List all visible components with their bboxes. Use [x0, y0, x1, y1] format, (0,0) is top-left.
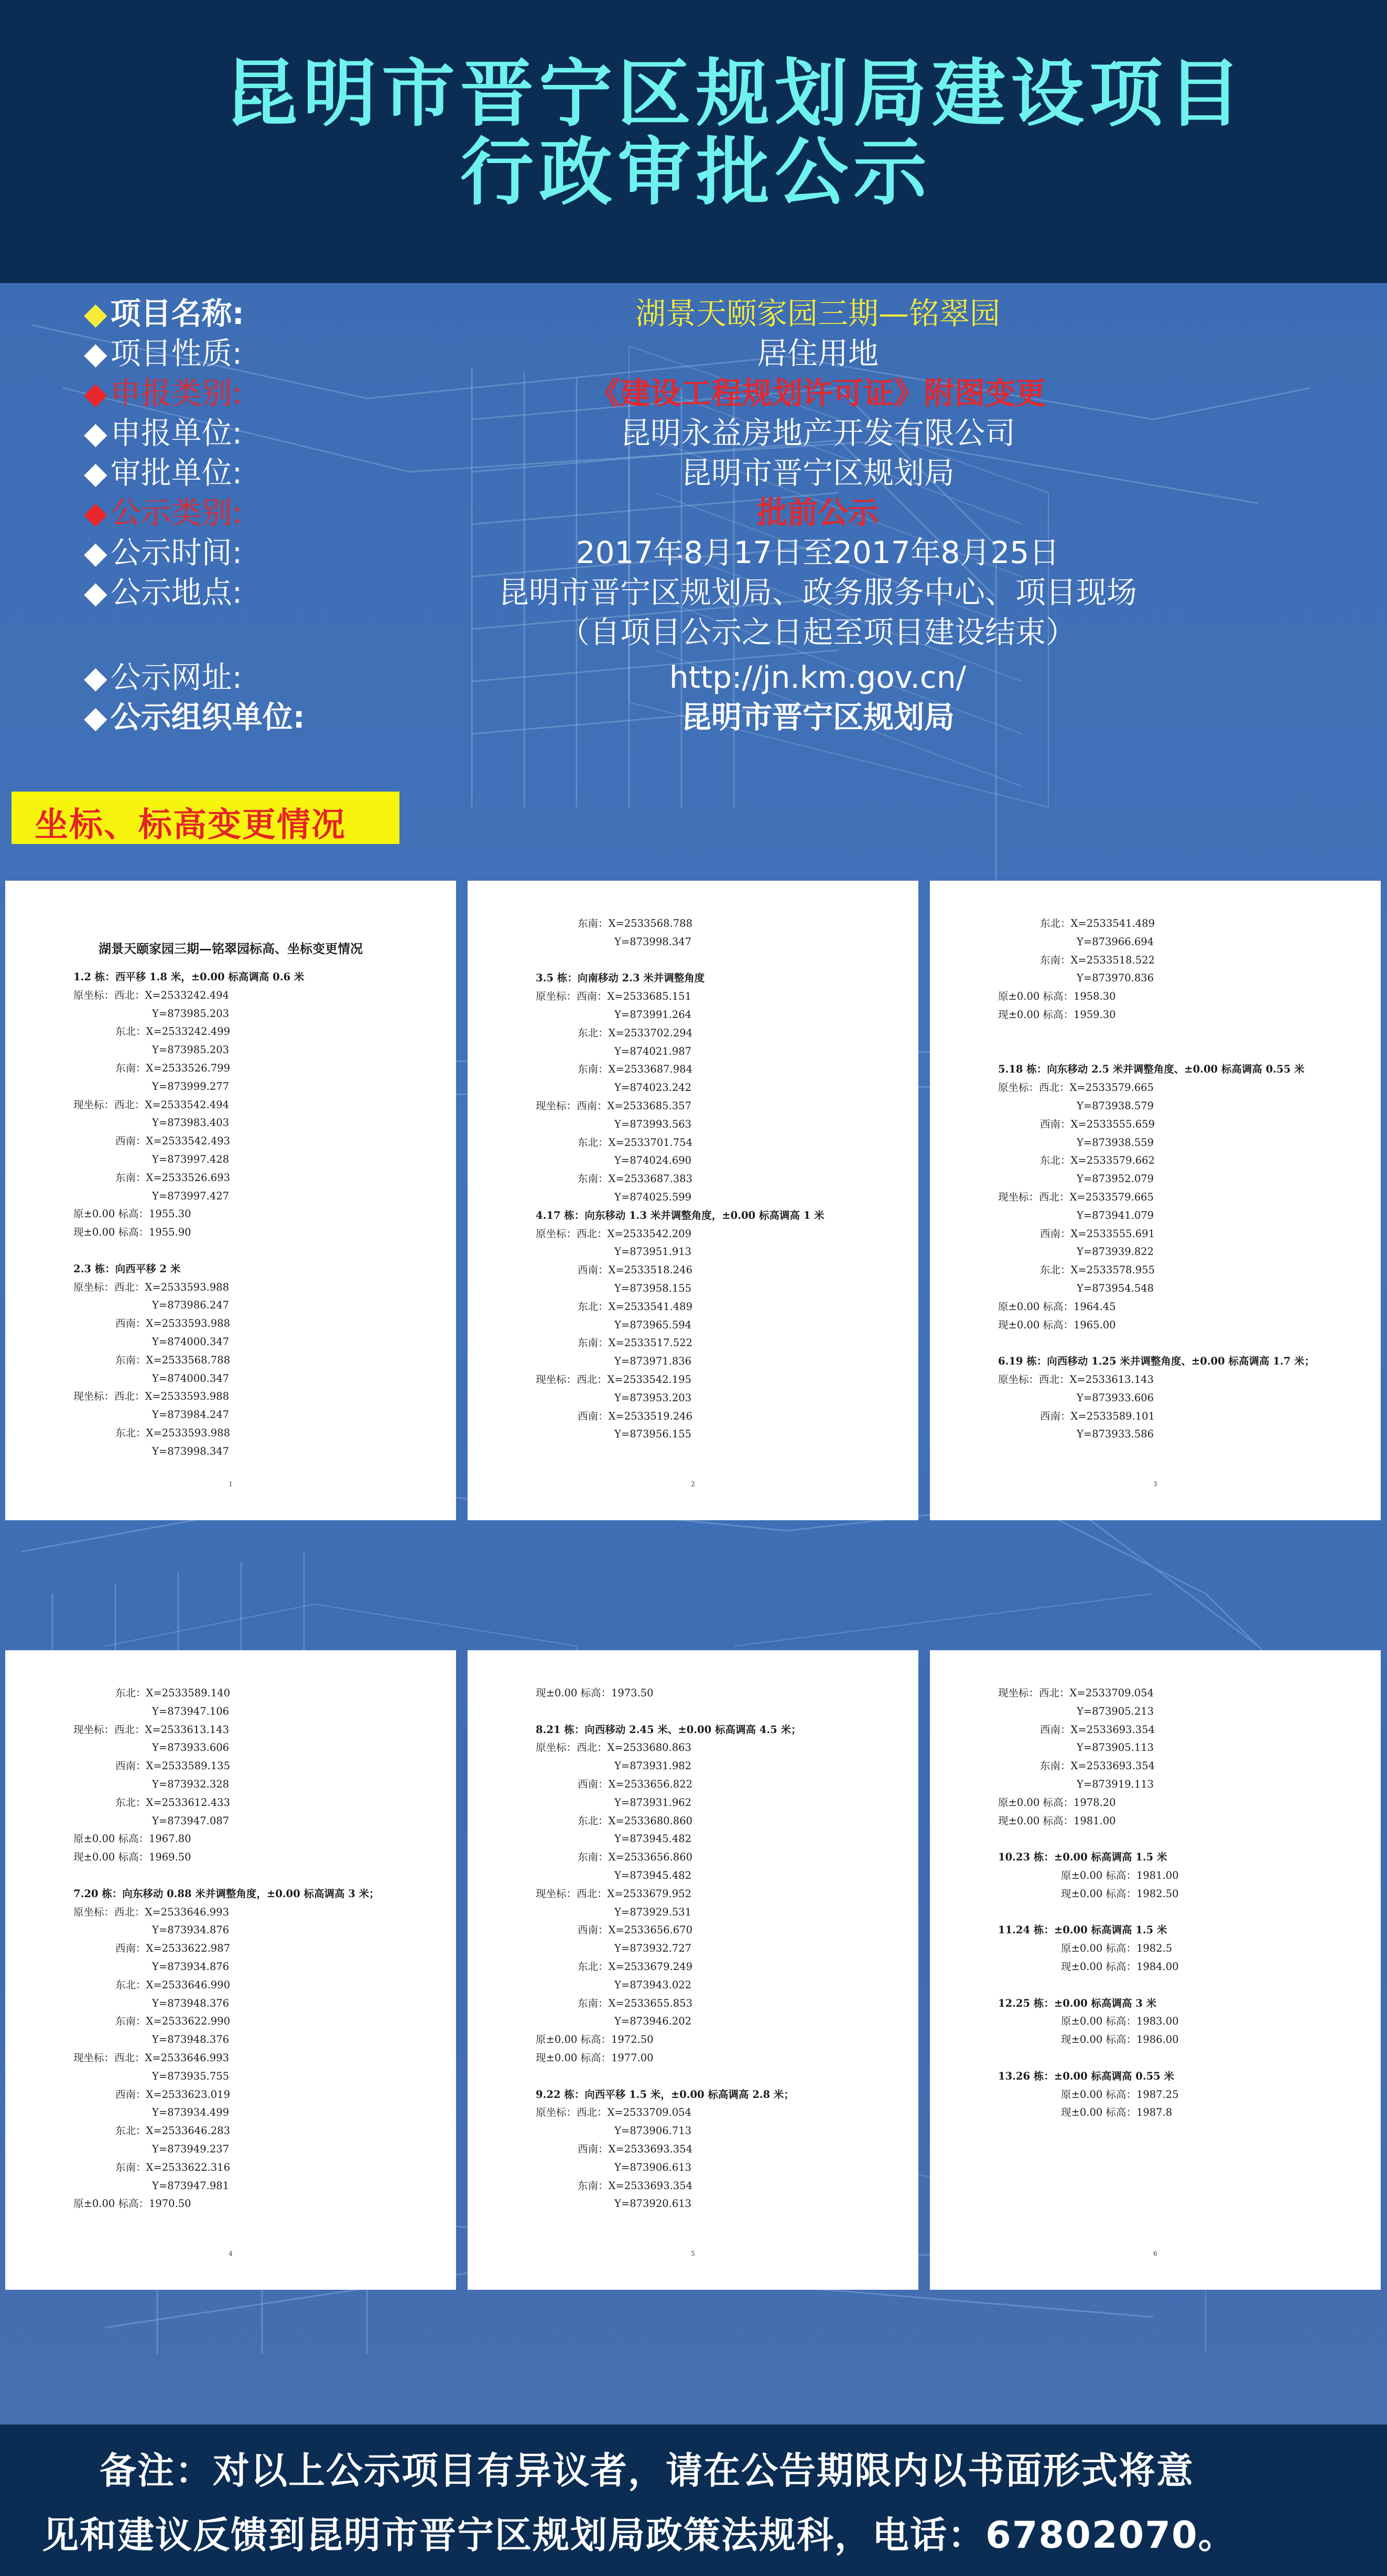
coordinate-line: Y=874021.987	[614, 1045, 692, 1057]
coordinate-line: 现坐标：西北：X=2533679.952	[536, 1887, 691, 1900]
info-label	[84, 573, 242, 611]
coordinate-line: 东北：X=2533701.754	[578, 1136, 692, 1149]
coordinate-line: 东南：X=2533568.788	[115, 1354, 230, 1366]
coordinate-line: Y=873935.755	[152, 2070, 230, 2082]
footer-note-line-1: 备注：对以上公示项目有异议者，请在公告期限内以书面形式将意	[100, 2449, 1194, 2492]
info-value: 昆明市晋宁区规划局	[680, 455, 955, 491]
coordinate-line: 现坐标：西北：X=2533593.988	[73, 1390, 229, 1403]
coordinate-line: 现坐标：西北：X=2533646.993	[73, 2052, 229, 2064]
coordinate-line: 原±0.00 标高：1958.30	[998, 990, 1116, 1003]
coordinate-line: Y=873948.376	[152, 2033, 230, 2046]
coordinate-line: Y=873953.203	[614, 1391, 692, 1404]
coordinate-line: 东北：X=2533578.955	[1040, 1264, 1155, 1276]
coordinate-line: 西南：X=2533589.135	[115, 1760, 230, 1772]
coordinate-line: 东南：X=2533518.522	[1040, 954, 1155, 966]
coordinate-line: 西南：X=2533593.988	[115, 1317, 230, 1330]
info-label-text: 公示类别:	[110, 495, 243, 531]
info-label-text: 公示地点:	[110, 575, 243, 610]
info-label	[84, 454, 242, 492]
coordinate-line: Y=873949.237	[152, 2143, 230, 2155]
coordinate-line: 东南：X=2533526.693	[115, 1171, 230, 1184]
coordinate-line: Y=873952.079	[1077, 1173, 1154, 1185]
coordinate-line: 东南：X=2533687.984	[578, 1063, 692, 1076]
info-value: 《建设工程规划许可证》附图变更	[589, 375, 1046, 411]
coordinate-line: 西南：X=2533693.354	[1040, 1723, 1155, 1736]
coordinate-line: Y=873933.586	[1077, 1428, 1154, 1441]
coordinate-line: Y=873941.079	[1077, 1209, 1154, 1221]
coordinate-line: Y=873946.202	[614, 2015, 692, 2028]
coordinate-line: Y=873906.613	[614, 2161, 692, 2173]
info-row	[84, 534, 1290, 571]
coordinate-line: 现坐标：西北：X=2533542.195	[536, 1373, 691, 1386]
coordinate-line: 西南：X=2533622.987	[115, 1942, 230, 1955]
building-heading: 2.3 栋：向西平移 2 米	[73, 1262, 181, 1275]
footer-note-line-2: 见和建议反馈到昆明市晋宁区规划局政策法规科，电话：67802070。	[42, 2514, 1236, 2557]
document-title: 湖景天颐家园三期—铭翠园标高、坐标变更情况	[99, 941, 363, 956]
diamond-bullet-icon: ◆	[84, 455, 107, 491]
coordinate-line: 东北：X=2533589.140	[115, 1687, 230, 1699]
coordinate-line: 东北：X=2533702.294	[578, 1026, 692, 1039]
info-value: 昆明永益房地产开发有限公司	[620, 415, 1015, 451]
coordinate-line: 东北：X=2533680.860	[578, 1814, 692, 1827]
coordinate-line: Y=873933.606	[1077, 1391, 1154, 1404]
diamond-bullet-icon: ◆	[84, 335, 107, 371]
coordinate-line: 现坐标：西北：X=2533613.143	[73, 1723, 229, 1736]
coordinate-line: 东北：X=2533646.990	[115, 1978, 230, 1991]
coordinate-line: 原坐标：西北：X=2533613.143	[998, 1373, 1154, 1386]
coordinate-line: Y=873998.347	[152, 1445, 230, 1457]
coordinate-line: Y=873993.563	[614, 1118, 692, 1130]
document-page	[930, 1650, 1381, 2290]
coordinate-line: 东南：X=2533568.788	[578, 917, 692, 929]
coordinate-line: 西南：X=2533656.670	[578, 1924, 692, 1936]
coordinate-line: Y=873999.277	[152, 1080, 230, 1092]
coordinate-line: Y=873932.727	[614, 1942, 692, 1955]
page-number: 5	[691, 2250, 695, 2257]
coordinate-line: Y=873997.428	[152, 1153, 230, 1165]
coordinate-line: Y=873939.822	[1077, 1246, 1154, 1258]
coordinate-line: 东北：X=2533242.499	[115, 1025, 230, 1038]
coordinate-line: 东南：X=2533622.316	[115, 2161, 230, 2173]
coordinate-line: Y=873997.427	[152, 1189, 230, 1202]
diamond-bullet-icon: ◆	[84, 699, 107, 735]
coordinate-line: 东北：X=2533679.249	[578, 1961, 692, 1973]
section-tag	[12, 792, 399, 844]
coordinate-line: Y=873943.022	[614, 1978, 692, 1991]
coordinate-line: Y=873905.213	[1077, 1705, 1154, 1717]
coordinate-line: 原坐标：西北：X=2533542.209	[536, 1227, 691, 1240]
coordinate-line: 原±0.00 标高：1964.45	[998, 1300, 1116, 1313]
coordinate-line: 西南：X=2533693.354	[578, 2143, 692, 2155]
info-label	[84, 534, 242, 571]
coordinate-line: 西南：X=2533555.659	[1040, 1118, 1155, 1130]
coordinate-line: Y=873947.106	[152, 1705, 230, 1717]
info-label-text: 项目性质:	[110, 335, 243, 371]
coordinate-line: 西南：X=2533542.493	[115, 1135, 230, 1148]
coordinate-line: Y=874023.242	[614, 1081, 692, 1094]
coordinate-line: Y=874000.347	[152, 1336, 230, 1348]
section-tag-label: 坐标、标高变更情况	[35, 806, 346, 845]
coordinate-line: 现坐标：西北：X=2533542.494	[73, 1098, 229, 1111]
coordinate-line: 原±0.00 标高：1987.25	[1061, 2088, 1179, 2101]
document-page	[930, 881, 1381, 1520]
coordinate-line: 西南：X=2533555.691	[1040, 1227, 1155, 1240]
info-label-text: 申报类别:	[110, 375, 243, 411]
coordinate-line: 原±0.00 标高：1983.00	[1061, 2015, 1179, 2028]
info-row	[84, 374, 1290, 412]
building-heading: 4.17 栋：向东移动 1.3 米并调整角度，±0.00 标高调高 1 米	[536, 1209, 825, 1221]
coordinate-line: 西南：X=2533589.101	[1040, 1410, 1155, 1422]
coordinate-line: 原坐标：西北：X=2533242.494	[73, 989, 229, 1001]
coordinate-line: 现±0.00 标高：1973.50	[536, 1687, 654, 1699]
coordinate-line: 东南：X=2533526.799	[115, 1062, 230, 1074]
coordinate-line: 西南：X=2533518.246	[578, 1264, 692, 1276]
info-label-text: 审批单位:	[110, 455, 243, 491]
coordinate-line: Y=873951.913	[614, 1246, 692, 1258]
info-value[interactable]: http://jn.km.gov.cn/	[669, 659, 967, 695]
diamond-bullet-icon: ◆	[84, 495, 107, 531]
coordinate-line: Y=873945.482	[614, 1869, 692, 1881]
document-page	[468, 1650, 918, 2290]
info-label-text: 公示网址:	[110, 659, 243, 695]
info-value: 居住用地	[756, 335, 879, 371]
coordinate-line: 东北：X=2533541.489	[1040, 917, 1155, 929]
coordinate-line: Y=873983.403	[152, 1117, 230, 1129]
coordinate-line: 东北：X=2533593.988	[115, 1427, 230, 1439]
building-heading: 7.20 栋：向东移动 0.88 米并调整角度，±0.00 标高调高 3 米；	[73, 1887, 380, 1900]
info-row	[84, 334, 1290, 372]
building-heading: 1.2 栋：西平移 1.8 米，±0.00 标高调高 0.6 米	[73, 971, 305, 983]
info-label	[84, 295, 244, 332]
info-row	[84, 494, 1290, 532]
coordinate-line: Y=873905.113	[1077, 1741, 1154, 1754]
coordinate-line: 东南：X=2533693.354	[1040, 1760, 1155, 1772]
building-heading: 11.24 栋：±0.00 标高调高 1.5 米	[998, 1924, 1167, 1936]
coordinate-line: Y=873998.347	[614, 935, 692, 948]
coordinate-line: Y=873965.594	[614, 1318, 692, 1331]
info-label	[84, 698, 305, 736]
page-number: 1	[229, 1480, 233, 1488]
coordinate-line: 西南：X=2533519.246	[578, 1410, 692, 1422]
coordinate-line: Y=873970.836	[1077, 972, 1154, 984]
coordinate-line: 东南：X=2533655.853	[578, 1997, 692, 2009]
page-title: 昆明市晋宁区规划局建设项目	[224, 51, 1247, 137]
page-number: 3	[1153, 1480, 1157, 1488]
coordinate-line: Y=873985.203	[152, 1044, 230, 1056]
coordinate-line: Y=873971.836	[614, 1355, 692, 1368]
info-label	[84, 494, 242, 532]
info-row	[84, 658, 1290, 696]
coordinate-line: Y=873931.982	[614, 1760, 692, 1772]
coordinate-line: 西南：X=2533623.019	[115, 2088, 230, 2101]
coordinate-line: 原±0.00 标高：1981.00	[1061, 1869, 1179, 1881]
coordinate-line: 东南：X=2533687.383	[578, 1173, 692, 1185]
coordinate-line: 原坐标：西北：X=2533593.988	[73, 1281, 229, 1293]
building-heading: 13.26 栋：±0.00 标高调高 0.55 米	[998, 2070, 1175, 2082]
coordinate-line: Y=873945.482	[614, 1833, 692, 1845]
coordinate-line: 现坐标：西北：X=2533579.665	[998, 1191, 1154, 1203]
info-row	[84, 295, 1290, 332]
coordinate-line: Y=874024.690	[614, 1154, 692, 1167]
building-heading: 10.23 栋：±0.00 标高调高 1.5 米	[998, 1851, 1167, 1864]
info-label	[84, 414, 242, 452]
coordinate-line: Y=873985.203	[152, 1007, 230, 1020]
coordinate-line: 原±0.00 标高：1955.30	[73, 1208, 191, 1220]
coordinate-line: 原±0.00 标高：1967.80	[73, 1833, 191, 1845]
coordinate-line: 东南：X=2533517.522	[578, 1337, 692, 1349]
info-label-text: 公示组织单位:	[110, 699, 305, 735]
coordinate-line: 东北：X=2533646.283	[115, 2125, 230, 2137]
info-row	[84, 414, 1290, 452]
coordinate-line: 东北：X=2533541.489	[578, 1300, 692, 1313]
coordinate-line: Y=873947.981	[152, 2179, 230, 2192]
coordinate-line: Y=874025.599	[614, 1191, 692, 1203]
coordinate-line: Y=873966.694	[1077, 935, 1154, 948]
coordinate-line: 现±0.00 标高：1959.30	[998, 1009, 1116, 1021]
coordinate-line: Y=873932.328	[152, 1778, 230, 1790]
coordinate-line: 东北：X=2533579.662	[1040, 1154, 1155, 1167]
info-value: 昆明市晋宁区规划局、政务服务中心、项目现场	[498, 575, 1137, 610]
diamond-bullet-icon: ◆	[84, 375, 107, 411]
coordinate-line: 东北：X=2533612.433	[115, 1796, 230, 1809]
diamond-bullet-icon: ◆	[84, 415, 107, 451]
coordinate-line: 原±0.00 标高：1978.20	[998, 1796, 1116, 1809]
coordinate-line: Y=873906.713	[614, 2125, 692, 2137]
coordinate-line: 东南：X=2533656.860	[578, 1851, 692, 1864]
coordinate-line: 原坐标：西北：X=2533680.863	[536, 1741, 691, 1754]
coordinate-line: Y=873991.264	[614, 1009, 692, 1021]
building-heading: 9.22 栋：向西平移 1.5 米，±0.00 标高调高 2.8 米；	[536, 2088, 794, 2101]
coordinate-line: Y=873934.499	[152, 2106, 230, 2119]
coordinate-line: 现±0.00 标高：1984.00	[1061, 1961, 1179, 1973]
info-value: 湖景天颐家园三期—铭翠园	[635, 296, 1000, 331]
coordinate-line: 现坐标：西南：X=2533685.357	[536, 1100, 691, 1112]
coordinate-line: 东南：X=2533693.354	[578, 2179, 692, 2192]
info-row	[84, 613, 1290, 651]
coordinate-line: 现±0.00 标高：1981.00	[998, 1814, 1116, 1827]
coordinate-line: 现±0.00 标高：1969.50	[73, 1851, 191, 1864]
coordinate-line: 西南：X=2533656.822	[578, 1778, 692, 1790]
coordinate-line: Y=873948.376	[152, 1997, 230, 2009]
info-value: 批前公示	[756, 495, 879, 531]
coordinate-line: 现坐标：西北：X=2533709.054	[998, 1687, 1154, 1699]
coordinate-line: Y=873984.247	[152, 1409, 230, 1421]
coordinate-line: Y=873958.155	[614, 1282, 692, 1294]
footer-note	[0, 2425, 1387, 2576]
coordinate-line: 原坐标：西北：X=2533709.054	[536, 2106, 691, 2119]
coordinate-line: Y=873938.559	[1077, 1136, 1154, 1149]
coordinate-line: 现±0.00 标高：1965.00	[998, 1318, 1116, 1331]
coordinate-line: Y=873920.613	[614, 2198, 692, 2210]
coordinate-line: 原坐标：西北：X=2533579.665	[998, 1081, 1154, 1094]
info-row	[84, 573, 1290, 611]
coordinate-line: 原坐标：西北：X=2533646.993	[73, 1906, 229, 1918]
page-number: 2	[691, 1480, 695, 1488]
building-heading: 3.5 栋：向南移动 2.3 米并调整角度	[536, 972, 705, 984]
coordinate-line: Y=873947.087	[152, 1814, 230, 1827]
building-heading: 8.21 栋：向西移动 2.45 米、±0.00 标高调高 4.5 米；	[536, 1723, 801, 1736]
building-heading: 6.19 栋：向西移动 1.25 米并调整角度、±0.00 标高调高 1.7 米；	[998, 1355, 1315, 1368]
coordinate-line: Y=873956.155	[614, 1428, 692, 1441]
info-label-text: 申报单位:	[110, 415, 243, 451]
info-label	[84, 658, 242, 696]
header-banner	[0, 0, 1387, 283]
info-value: （自项目公示之日起至项目建设结束）	[559, 614, 1076, 650]
info-label-text: 项目名称:	[110, 296, 244, 331]
diamond-bullet-icon: ◆	[84, 659, 107, 695]
document-page	[468, 881, 918, 1520]
coordinate-line: Y=873919.113	[1077, 1778, 1154, 1790]
coordinate-line: Y=873933.606	[152, 1741, 230, 1754]
info-label	[84, 334, 242, 372]
page-number: 6	[1153, 2250, 1157, 2257]
coordinate-line: 原坐标：西南：X=2533685.151	[536, 990, 691, 1003]
document-page	[5, 1650, 456, 2290]
page-number: 4	[229, 2250, 233, 2257]
coordinate-line: Y=873954.548	[1077, 1282, 1154, 1294]
coordinate-line: Y=873934.876	[152, 1924, 230, 1936]
page-subtitle: 行政审批公示	[460, 130, 932, 215]
coordinate-line: Y=874000.347	[152, 1372, 230, 1384]
coordinate-line: Y=873938.579	[1077, 1100, 1154, 1112]
info-label	[84, 374, 242, 412]
coordinate-line: 原±0.00 标高：1972.50	[536, 2033, 654, 2046]
info-row	[84, 698, 1290, 736]
coordinate-line: 原±0.00 标高：1970.50	[73, 2198, 191, 2210]
info-value: 2017年8月17日至2017年8月25日	[576, 535, 1060, 570]
diamond-bullet-icon: ◆	[84, 535, 107, 570]
info-value: 昆明市晋宁区规划局	[680, 699, 955, 735]
diamond-bullet-icon: ◆	[84, 296, 107, 331]
coordinate-line: 现±0.00 标高：1986.00	[1061, 2033, 1179, 2046]
info-label-text: 公示时间:	[110, 535, 243, 570]
coordinate-line: 现±0.00 标高：1955.90	[73, 1226, 191, 1239]
coordinate-line: Y=873986.247	[152, 1299, 230, 1312]
coordinate-line: 东南：X=2533622.990	[115, 2015, 230, 2028]
coordinate-line: 现±0.00 标高：1982.50	[1061, 1887, 1179, 1900]
info-row	[84, 454, 1290, 492]
coordinate-line: Y=873931.962	[614, 1796, 692, 1809]
coordinate-line: 现±0.00 标高：1977.00	[536, 2052, 654, 2064]
diamond-bullet-icon: ◆	[84, 575, 107, 610]
coordinate-line: 原±0.00 标高：1982.5	[1061, 1942, 1173, 1955]
building-heading: 12.25 栋：±0.00 标高调高 3 米	[998, 1997, 1157, 2009]
coordinate-line: Y=873929.531	[614, 1906, 692, 1918]
coordinate-line: 现±0.00 标高：1987.8	[1061, 2106, 1173, 2119]
coordinate-line: Y=873934.876	[152, 1961, 230, 1973]
document-page	[5, 881, 456, 1520]
building-heading: 5.18 栋：向东移动 2.5 米并调整角度、±0.00 标高调高 0.55 米	[998, 1063, 1305, 1076]
